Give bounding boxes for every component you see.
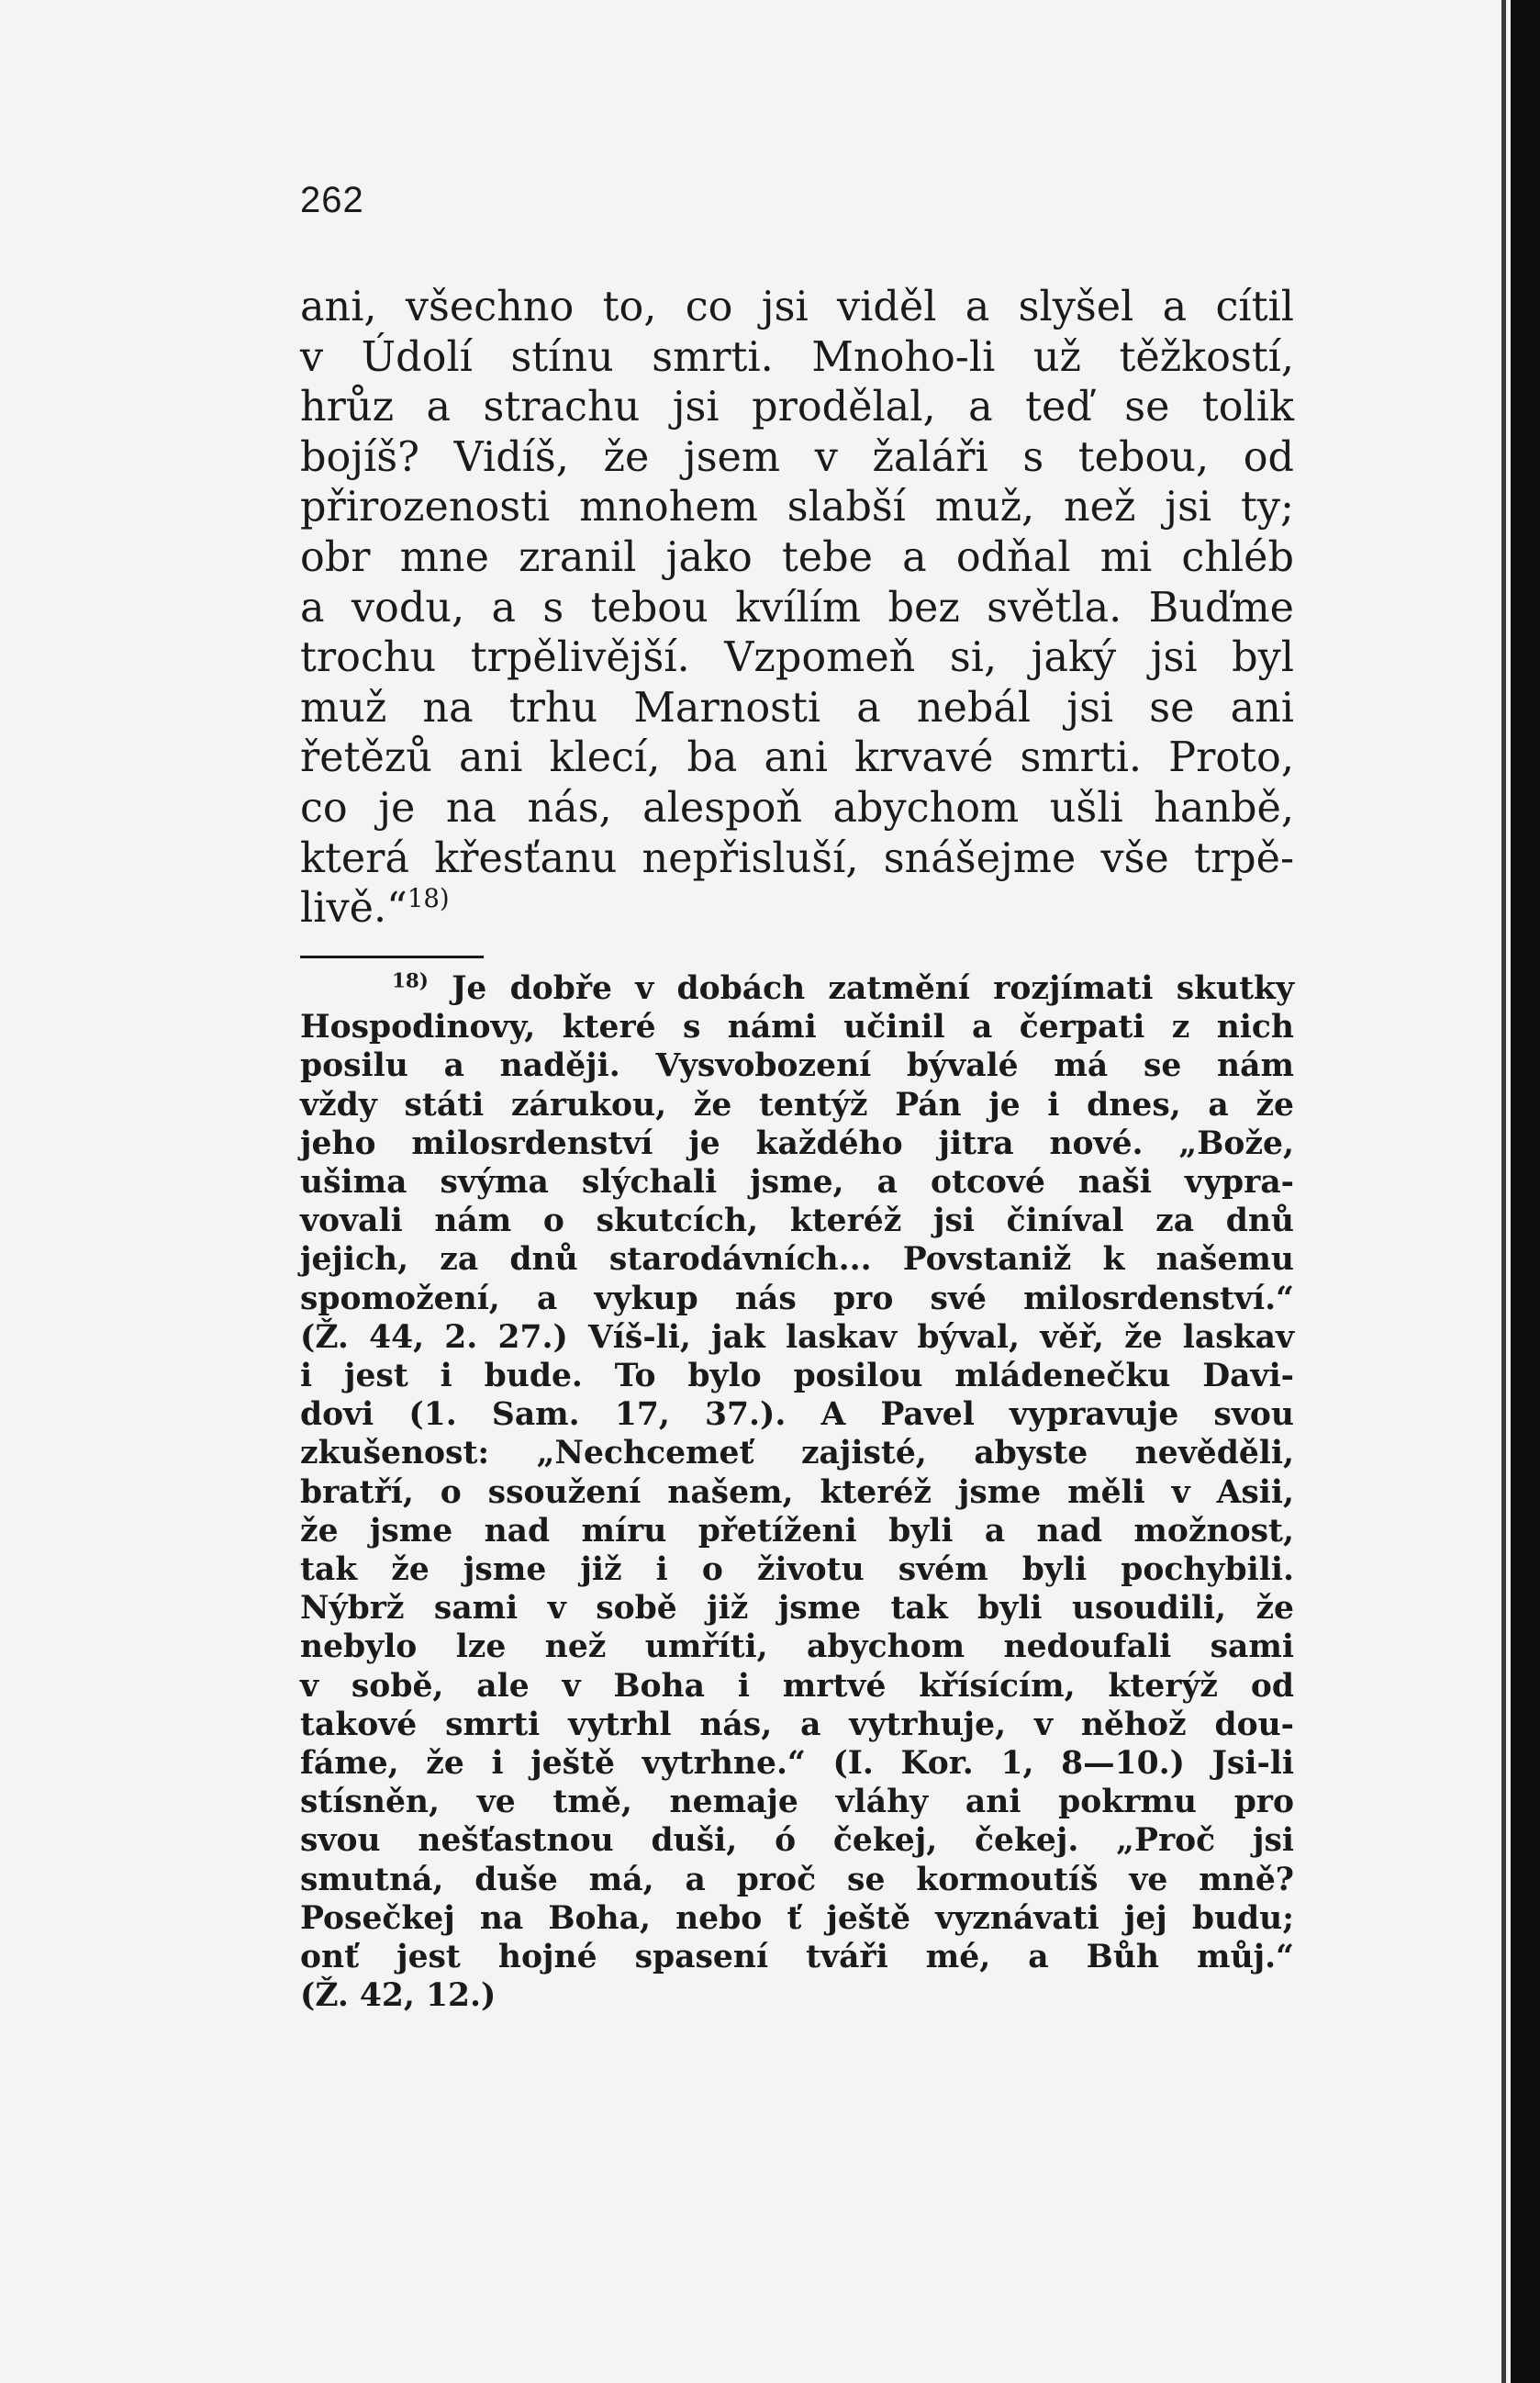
footnote-line: ušima svýma slýchali jsme, a otcové naši vypra- [300,1164,1294,1202]
footnote-line: svou nešťastnou duši, ó čekej, čekej. „Proč jsi [300,1822,1294,1860]
text-line: obr mne zranil jako tebe a odňal mi chléb [300,533,1294,581]
footnote-line: nebylo lze než umříti, abychom nedoufali sami [300,1628,1294,1666]
footnote-line-last: (Ž. 42, 12.) [300,1977,497,2015]
footnote-line: smutná, duše má, a proč se kormoutíš ve mně? [300,1861,1294,1898]
footnote-line: Posečkej na Boha, nebo ť ještě vyznávati jej budu; [300,1899,1294,1937]
text-line: řetězů ani klecí, ba ani krvavé smrti. Proto, [300,734,1294,782]
page-edge-line [1501,0,1506,2383]
main-paragraph [300,283,1294,934]
footnote-line: jejich, za dnů starodávních... Povstaniž k našemu [300,1241,1294,1279]
footnote-line: posilu a naději. Vysvobození bývalé má se nám [300,1047,1294,1085]
footnote-line: vždy státi zárukou, že tentýž Pán je i dnes, a že [300,1086,1294,1124]
text-line: ani, všechno to, co jsi viděl a slyšel a cítil [300,284,1294,330]
footnote-line: takové smrti vytrhl nás, a vytrhuje, v něhož dou- [300,1706,1294,1743]
footnote-line: onť jest hojné spasení tváři mé, a Bůh můj.“ [300,1939,1294,1976]
text-line: v Údolí stínu smrti. Mnoho-li už těžkostí, [300,333,1294,381]
footnote-line: jeho milosrdenství je každého jitra nové. „Bože, [300,1124,1294,1162]
text-line: a vodu, a s tebou kvílím bez světla. Buďme [300,584,1294,632]
text-line: co je na nás, alespoň abychom ušli hanbě, [300,784,1294,832]
footnote-reference: 18) [407,883,450,914]
footnote-line: dovi (1. Sam. 17, 37.). A Pavel vypravuje svou [300,1396,1294,1434]
footnote-line: zkušenost: „Nechcemeť zajisté, abyste nevěděli, [300,1435,1294,1472]
footnote-line: tak že jsme již i o životu svém byli pochybili. [300,1551,1294,1589]
footnote-divider [300,956,484,958]
footnote [300,969,1294,2015]
footnote-line: v sobě, ale v Boha i mrtvé křísícím, kterýž od [300,1667,1294,1705]
scan-border [1511,0,1540,2383]
footnote-line-first [300,969,1294,1008]
text-line: trochu trpělivější. Vzpomeň si, jaký jsi byl [300,634,1294,682]
footnote-line-content: Je dobře v dobách zatmění rozjímati skutky [452,970,1294,1007]
footnote-line: spomožení, a vykup nás pro své milosrdenství.“ [300,1280,1294,1317]
footnote-line: že jsme nad míru přetíženi byli a nad možnost, [300,1512,1294,1550]
footnote-line: Hospodinovy, které s námi učinil a čerpati z nich [300,1009,1294,1046]
footnote-line: Nýbrž sami v sobě již jsme tak byli usoudili, že [300,1590,1294,1628]
page-number: 262 [300,180,364,220]
footnote-line: (Ž. 44, 2. 27.) Víš-li, jak laskav býval, věř, že laskav [300,1318,1294,1356]
text-line: muž na trhu Marnosti a nebál jsi se ani [300,684,1294,732]
text-line-last [300,884,1294,934]
footnote-line: bratří, o ssoužení našem, kteréž jsme měli v Asii, [300,1473,1294,1511]
text-line: hrůz a strachu jsi prodělal, a teď se tolik [300,384,1294,431]
footnote-line: fáme, že i ještě vytrhne.“ (I. Kor. 1, 8—10.) Jsi-li [300,1745,1294,1783]
footnote-line: i jest i bude. To bylo posilou mládenečku Davi- [300,1358,1294,1395]
text-line: bojíš? Vidíš, že jsem v žaláři s tebou, od [300,433,1294,481]
footnote-line: vovali nám o skutcích, kteréž jsi činíval za dnů [300,1203,1294,1240]
text-line: přirozenosti mnohem slabší muž, než jsi ty; [300,484,1294,531]
text-line: která křesťanu nepřisluší, snášejme vše trpě- [300,834,1294,882]
footnote-marker: 18) [392,969,429,993]
footnote-line: stísněn, ve tmě, nemaje vláhy ani pokrmu pro [300,1784,1294,1821]
text-line-content: livě.“ [300,885,407,933]
